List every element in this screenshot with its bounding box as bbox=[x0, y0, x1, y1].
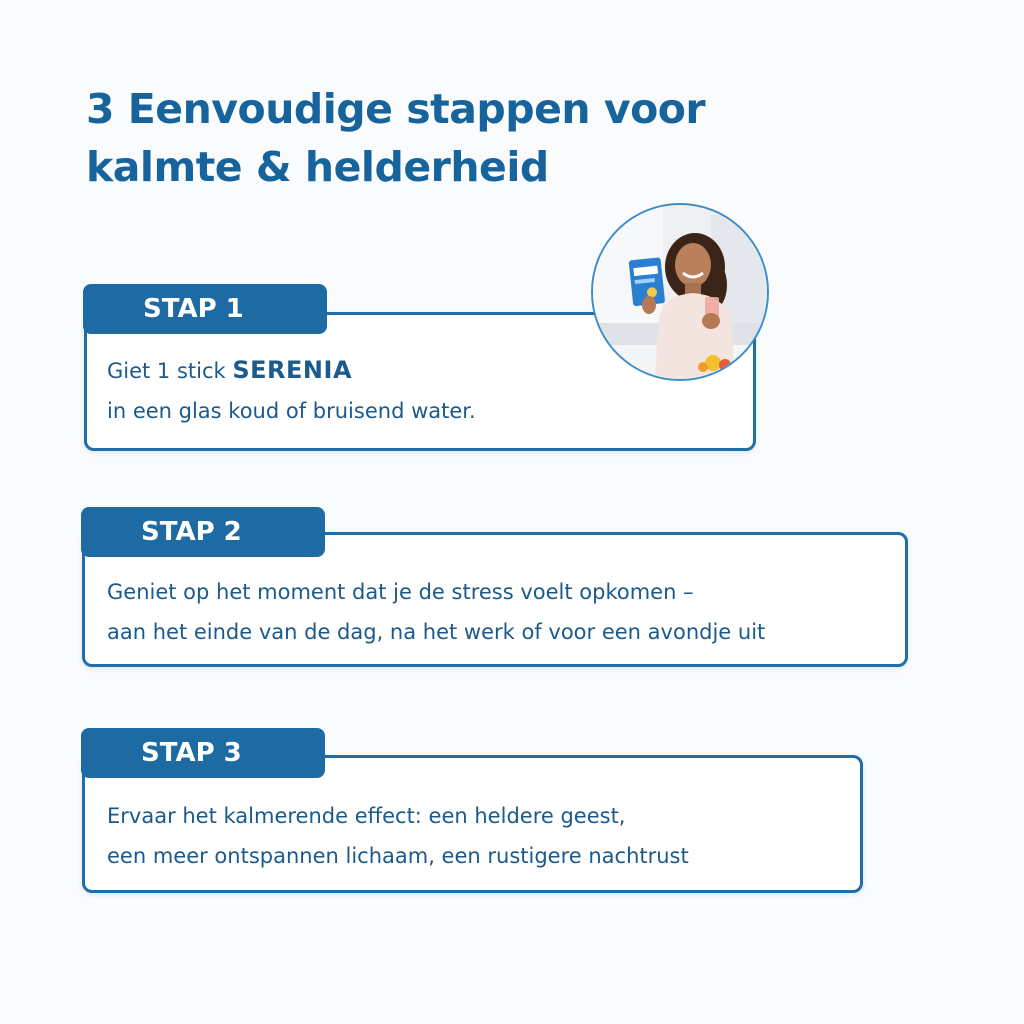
step-2-label: STAP 2 bbox=[81, 507, 325, 557]
woman-with-product-image bbox=[593, 205, 767, 379]
title-line-2: kalmte & helderheid bbox=[86, 143, 549, 191]
brand-name: SERENIA bbox=[232, 356, 353, 384]
step-2-line-1: Geniet op het moment dat je de stress voelt opkomen – bbox=[107, 580, 694, 604]
step-3-line-1: Ervaar het kalmerende effect: een heldere geest, bbox=[107, 804, 626, 828]
title-line-1: 3 Eenvoudige stappen voor bbox=[86, 85, 706, 133]
step-3-line-2: een meer ontspannen lichaam, een rustigere nachtrust bbox=[107, 844, 689, 868]
step-2-description bbox=[107, 572, 765, 652]
step-3-label: STAP 3 bbox=[81, 728, 325, 778]
step-1-label: STAP 1 bbox=[83, 284, 327, 334]
step-1-line-1-prefix: Giet 1 stick bbox=[107, 359, 233, 383]
step-1-line-2: in een glas koud of bruisend water. bbox=[107, 399, 476, 423]
step-2-line-2: aan het einde van de dag, na het werk of voor een avondje uit bbox=[107, 620, 766, 644]
step-3-description bbox=[107, 796, 689, 876]
step-1-line-1 bbox=[107, 350, 476, 391]
page-title bbox=[86, 80, 705, 196]
product-photo bbox=[591, 203, 769, 381]
step-1-description bbox=[107, 350, 476, 431]
